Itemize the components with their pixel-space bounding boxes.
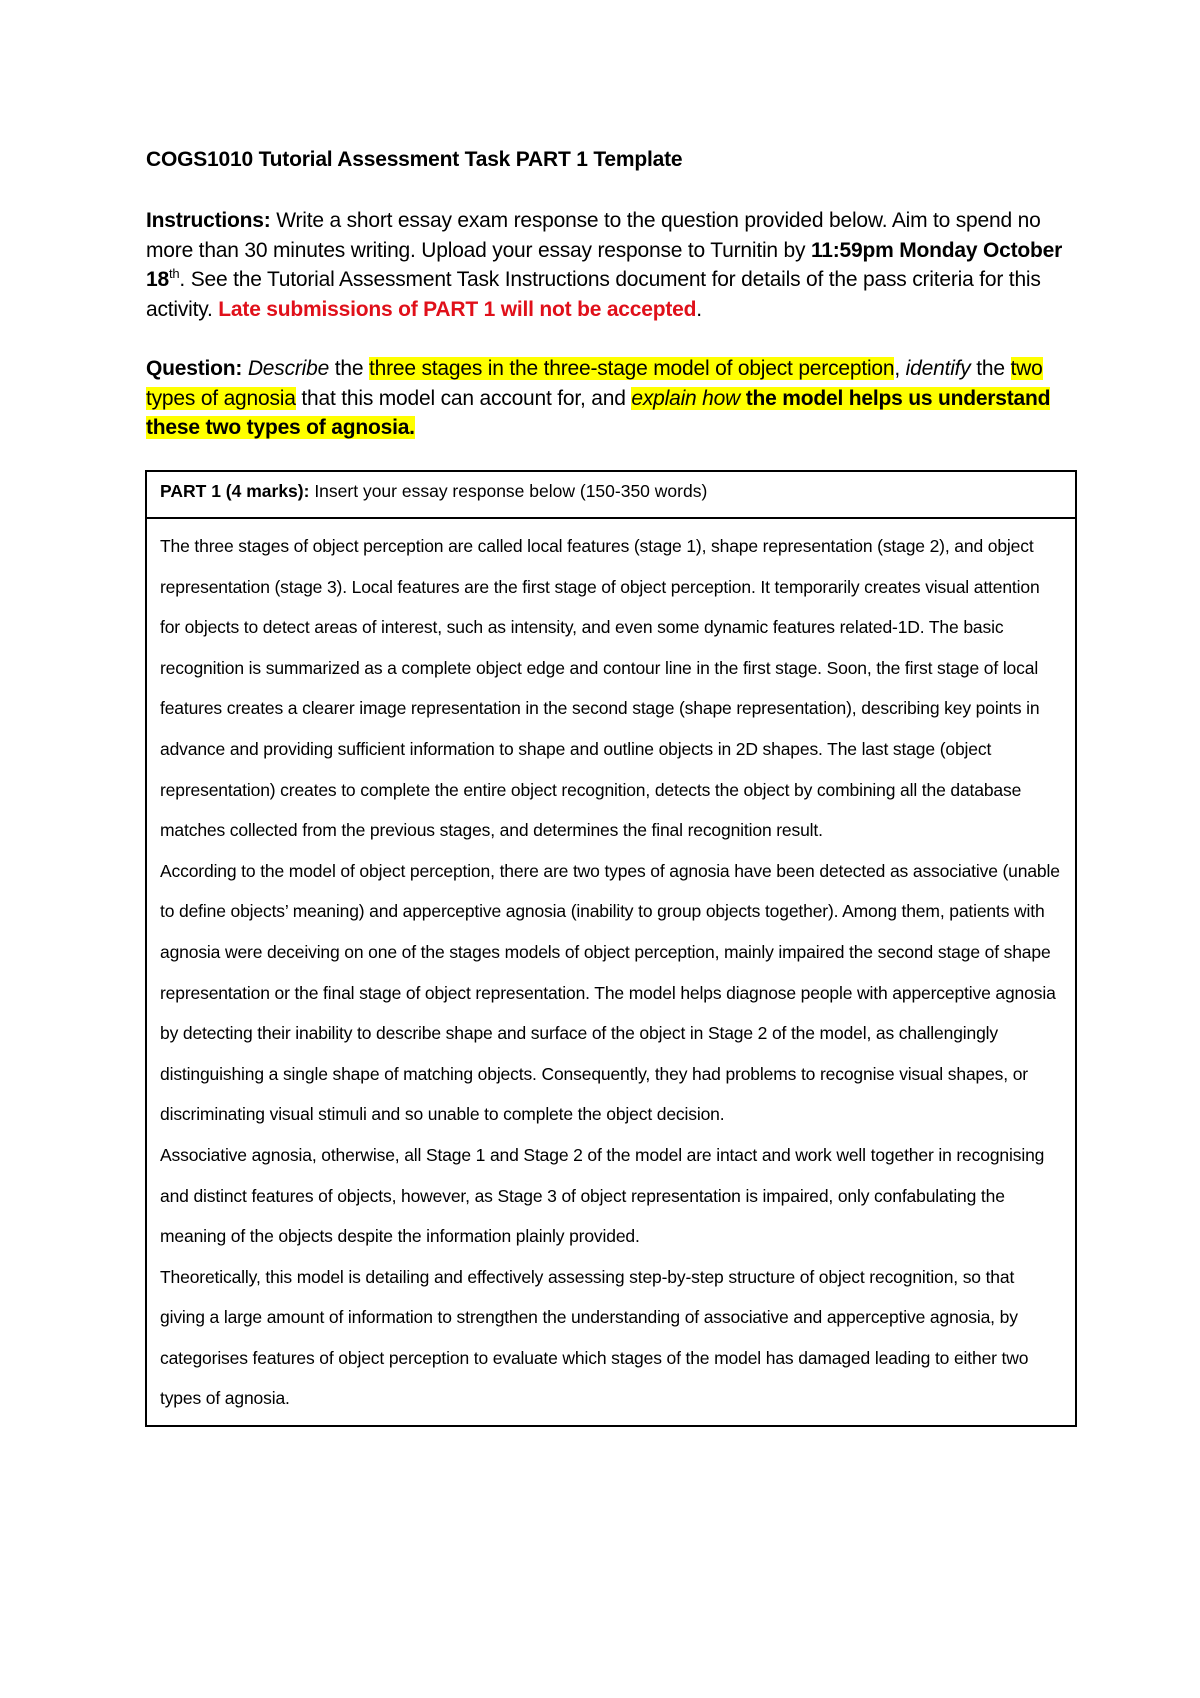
instructions-text: Write a short essay exam response to the question provided below. Aim to spend no more than 30 minutes writing. Upload your essay response to Turnitin by (146, 209, 1041, 262)
header-instruction: Insert your essay response below (150-350 words) (309, 481, 708, 501)
essay-response[interactable] (147, 519, 1075, 1425)
instructions-label: Instructions: (146, 209, 271, 232)
document-title: COGS1010 Tutorial Assessment Task PART 1 Template (146, 148, 683, 171)
question-text-account: that this model can account for, and (295, 386, 632, 410)
header-marks: PART 1 (4 marks): (160, 481, 310, 501)
essay-paragraph: Associative agnosia, otherwise, all Stage 1 and Stage 2 of the model are intact and work well together in recognising and distinct features of objects, however, as Stage 3 of object representation is impaired, only confabulating the meaning of the objects despite the information plainly provided. (160, 1144, 1045, 1247)
response-table-header (147, 472, 1075, 519)
question-text-the-2: the (970, 357, 1011, 380)
deadline-text: 11:59pm Monday October 18 (146, 238, 1063, 291)
question-paragraph (146, 354, 1076, 443)
response-table (145, 470, 1077, 1427)
essay-paragraph: According to the model of object perception, there are two types of agnosia have been detected as associative (unable to define objects’ meaning) and apperceptive agnosia (inability to group objects together). Among them, patients with agnosia were deceiving on one of the stages models of object perception, mainly impaired the second stage of shape representation or the final stage of object representation. The model helps diagnose people with apperceptive agnosia by detecting their inability to describe shape and surface of the object in Stage 2 of the model, as challengingly distinguishing a single shape of matching objects. Consequently, they had problems to recognise visual shapes, or discriminating visual stimuli and so unable to complete the object decision. (160, 860, 1060, 1125)
question-label: Question: (146, 357, 243, 380)
question-highlight-two-types: two types of agnosia (146, 357, 1043, 410)
question-identify: identify (905, 357, 971, 380)
deadline-superscript: th (168, 266, 180, 281)
essay-paragraph: Theoretically, this model is detailing and effectively assessing step-by-step structure of object recognition, so that giving a large amount of information to strengthen the understanding of associative and apperceptive agnosia, by categorises features of object perception to evaluate which stages of the model has damaged leading to either two types of agnosia. (160, 1266, 1029, 1409)
question-explain-how: explain how (631, 386, 741, 410)
instructions-end: . (696, 297, 702, 321)
instructions-paragraph (146, 206, 1076, 324)
late-warning: Late submissions of PART 1 will not be accepted (218, 297, 697, 321)
question-highlight-three-stages: three stages in the three-stage model of object perception (368, 357, 895, 380)
question-helps: the model helps us understand these two types of agnosia. (146, 386, 1051, 439)
question-comma: , (894, 357, 906, 380)
question-describe: Describe (247, 357, 330, 380)
instructions-text-2: . See the Tutorial Assessment Task Instructions document for details of the pass criteria for this activity. (146, 268, 1041, 321)
question-text-the: the (329, 357, 369, 380)
essay-paragraph: The three stages of object perception are called local features (stage 1), shape representation (stage 2), and object representation (stage 3). Local features are the first stage of object perception. It temporarily creates visual attention for objects to detect areas of interest, such as intensity, and even some dynamic features related-1D. The basic recognition is summarized as a complete object edge and contour line in the first stage. Soon, the first stage of local features creates a clearer image representation in the second stage (shape representation), describing key points in advance and providing sufficient information to shape and outline objects in 2D shapes. The last stage (object representation) creates to complete the entire object recognition, detects the object by combining all the database matches collected from the previous stages, and determines the final recognition result. (160, 536, 1040, 841)
